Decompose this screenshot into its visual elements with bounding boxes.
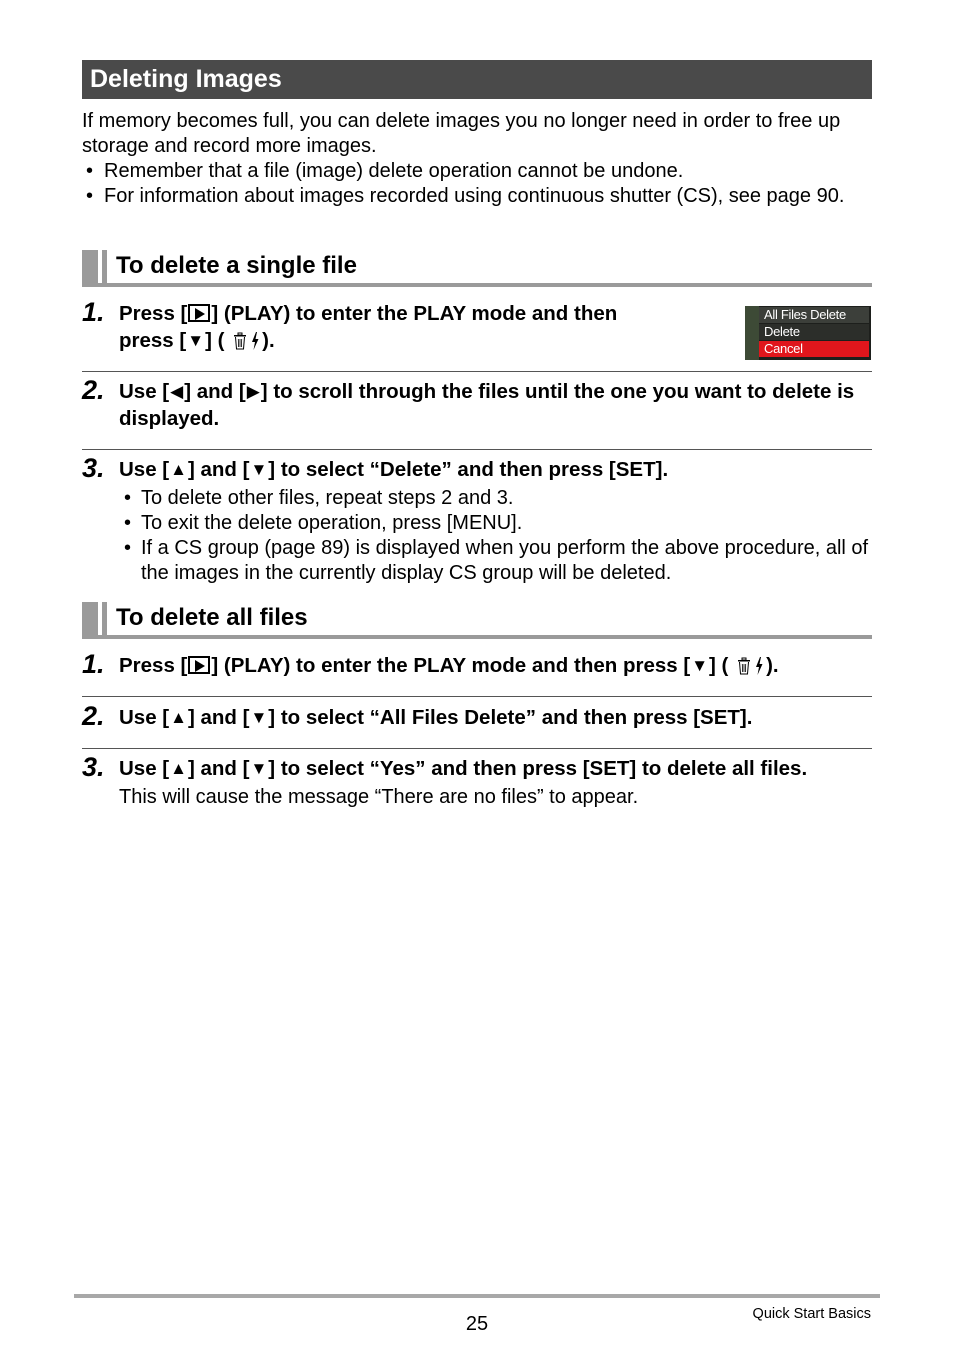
intro-bullet: • Remember that a file (image) delete operation cannot be undone. (82, 159, 882, 184)
step3-bullet: • If a CS group (page 89) is displayed when you perform the above procedure, all of the images in the currently display CS group will be deleted. (119, 536, 879, 586)
step-text-part: ] to select “All Files Delete” and then press [SET]. (268, 706, 753, 729)
down-arrow-icon: ▼ (250, 759, 268, 778)
trash-icon (232, 331, 248, 351)
step3-bullet: • To delete other files, repeat steps 2 and 3. (119, 486, 879, 511)
intro-paragraph: If memory becomes full, you can delete images you no longer need in order to free up storage and record more images. (82, 110, 841, 157)
left-arrow-icon: ◀ (170, 382, 184, 401)
step-text (119, 300, 719, 354)
step-text-part: ). (766, 654, 779, 677)
up-arrow-icon: ▲ (170, 460, 187, 479)
up-arrow-icon: ▲ (170, 708, 187, 727)
step-text-part: ] and [ (187, 757, 250, 780)
step-text-part: press [ (119, 329, 187, 352)
step-text-part: Use [ (119, 706, 170, 729)
play-button-icon (188, 656, 210, 674)
step-text (119, 378, 859, 432)
divider (82, 449, 872, 450)
down-arrow-icon: ▼ (691, 656, 709, 675)
step-text-part: ] to scroll through the files until the one you want to delete is displayed. (119, 380, 855, 430)
down-arrow-icon: ▼ (250, 708, 268, 727)
step-text-part: ). (262, 329, 275, 352)
menu-item-delete: Delete (759, 324, 869, 340)
step-text-part: ] to select “Yes” and then press [SET] to delete all files. (268, 757, 808, 780)
step-text-part: ] and [ (184, 380, 246, 403)
camera-delete-menu (745, 306, 871, 360)
footer-section-label: Quick Start Basics (752, 1306, 871, 1322)
step-text-part: Use [ (119, 757, 170, 780)
page-number: 25 (465, 1313, 489, 1335)
step-text-part: Press [ (119, 654, 188, 677)
step-text-part: ] ( (709, 654, 729, 677)
subheading-all-files (82, 602, 872, 639)
step-text (119, 704, 879, 731)
menu-image-edge (745, 306, 759, 360)
trash-icon (736, 656, 752, 676)
divider (82, 696, 872, 697)
play-button-icon (188, 304, 210, 322)
step-text-part: Use [ (119, 458, 170, 481)
step3-note: This will cause the message “There are no files” to appear. (119, 786, 639, 808)
step3-bullets (119, 486, 879, 586)
step-text (119, 652, 879, 679)
heading-marker (102, 602, 107, 635)
step-text-part: Use [ (119, 380, 170, 403)
step-text-part: Press [ (119, 302, 188, 325)
up-arrow-icon: ▲ (170, 759, 187, 778)
step-number: 1. (82, 297, 105, 327)
intro (82, 109, 882, 209)
step3-bullet: • To exit the delete operation, press [MENU]. (119, 511, 879, 536)
intro-bullets (82, 159, 882, 209)
step-text-part: ] and [ (187, 706, 250, 729)
step-text-part: ] (PLAY) to enter the PLAY mode and then press [ (211, 654, 691, 677)
heading-marker (102, 250, 107, 283)
down-arrow-icon: ▼ (187, 331, 205, 350)
menu-item-all-files-delete: All Files Delete (759, 307, 869, 323)
step-text-part: ] to select “Delete” and then press [SET]. (268, 458, 669, 481)
step-number: 2. (82, 701, 105, 731)
step-text-part: ] ( (205, 329, 225, 352)
down-arrow-icon: ▼ (250, 460, 268, 479)
flash-icon (754, 656, 764, 676)
subheading-text: To delete all files (116, 604, 308, 631)
step-number: 2. (82, 375, 105, 405)
menu-item-cancel: Cancel (759, 341, 869, 357)
right-arrow-icon: ▶ (246, 382, 260, 401)
heading-marker (82, 602, 98, 635)
step-number: 1. (82, 649, 105, 679)
step-number: 3. (82, 752, 105, 782)
step-text (119, 456, 879, 483)
subheading-text: To delete a single file (116, 252, 357, 279)
step-text-part: ] and [ (187, 458, 250, 481)
step-text-part: ] (PLAY) to enter the PLAY mode and then (211, 302, 618, 325)
intro-bullet: • For information about images recorded using continuous shutter (CS), see page 90. (82, 184, 882, 209)
heading-marker (82, 250, 98, 283)
subheading-single-file (82, 250, 872, 287)
divider (82, 748, 872, 749)
divider (82, 371, 872, 372)
section-title: Deleting Images (82, 60, 872, 99)
flash-icon (250, 331, 260, 351)
footer-rule (74, 1294, 880, 1298)
step-number: 3. (82, 453, 105, 483)
step-text (119, 755, 899, 782)
